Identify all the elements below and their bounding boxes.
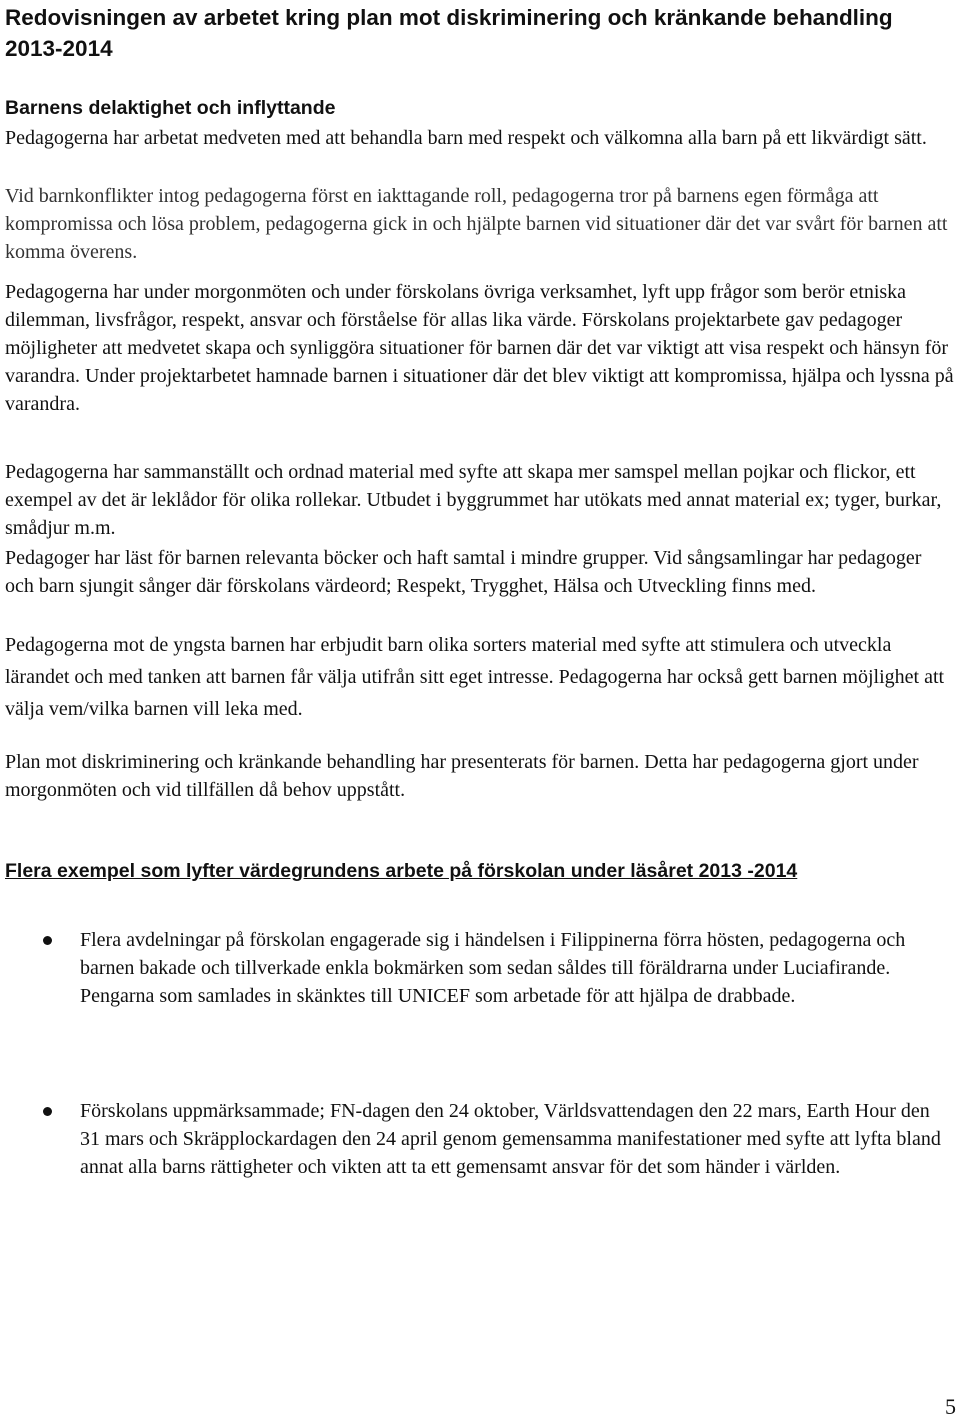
paragraph-4: Pedagogerna har sammanställt och ordnad material med syfte att skapa mer samspel mellan pojkar och flickor, ett exempel av det är leklådor för olika rollekar. Utbudet i byggrummet har utökats med annat material ex; tyger, burkar, smådjur m.m. bbox=[5, 461, 942, 539]
paragraph-5: Pedagoger har läst för barnen relevanta böcker och haft samtal i mindre grupper. Vid sångsamlingar har pedagoger och barn sjungit sånger där förskolans värdeord; Respekt, Trygghet, Hälsa och Utveckling finns med. bbox=[5, 547, 922, 597]
bullet-icon bbox=[43, 936, 52, 945]
page-number: 5 bbox=[945, 1394, 956, 1419]
section-heading: Flera exempel som lyfter värdegrundens arbete på förskolan under läsåret 2013 -2014 bbox=[5, 860, 798, 882]
paragraph-3: Pedagogerna har under morgonmöten och under förskolans övriga verksamhet, lyft upp frågor som berör etniska dilemman, livsfrågor, respekt, ansvar och förståelse för allas lika värde. Förskolans projektarbete gav pedagoger möjligheter att medvetet skapa och synliggöra situationer för barnen där det var viktigt att visa respekt och hänsyn för varandra. Under projektarbetet hamnade barnen i situationer där det blev viktigt att kompromissa, hjälpa och lyssna på varandra. bbox=[5, 281, 954, 415]
paragraph-1: Pedagogerna har arbetat medveten med att behandla barn med respekt och välkomna alla barn på ett likvärdigt sätt. bbox=[5, 127, 927, 149]
paragraph-2: Vid barnkonflikter intog pedagogerna först en iakttagande roll, pedagogerna tror på barnens egen förmåga att kompromissa och lösa problem, pedagogerna gick in och hjälpte barnen vid situationer där det var svårt för barnen att komma överens. bbox=[5, 185, 948, 263]
paragraph-6: Pedagogerna mot de yngsta barnen har erbjudit barn olika sorters material med syfte att stimulera och utveckla lärandet och med tanken att barnen får välja utifrån sitt eget intresse. Pedagogerna har också gett barnen möjlighet att välja vem/vilka barnen vill leka med. bbox=[5, 634, 945, 720]
paragraph-7: Plan mot diskriminering och kränkande behandling har presenterats för barnen. Detta har pedagogerna gjort under morgonmöten och vid tillfällen då behov uppstått. bbox=[5, 751, 919, 801]
bullet-icon bbox=[43, 1107, 52, 1116]
bullet-text-1: Flera avdelningar på förskolan engagerade sig i händelsen i Filippinerna förra hösten, pedagogerna och barnen bakade och tillverkade enkla bokmärken som sedan såldes till föräldrarna under Luciafirande. Pengarna som samlades in skänktes till UNICEF som arbetade för att hjälpa de drabbade. bbox=[80, 929, 906, 1007]
subheading: Barnens delaktighet och inflyttande bbox=[5, 97, 336, 119]
bullet-text-2: Förskolans uppmärksammade; FN-dagen den 24 oktober, Världsvattendagen den 22 mars, Earth Hour den 31 mars och Skräpplockardagen den 24 april genom gemensamma manifestationer med syfte att lyfta bland annat alla barns rättigheter och vikten att ta ett gemensamt ansvar för det som händer i världen. bbox=[80, 1100, 941, 1178]
document-title: Redovisningen av arbetet kring plan mot diskriminering och kränkande behandling 2013-2014 bbox=[5, 5, 893, 61]
